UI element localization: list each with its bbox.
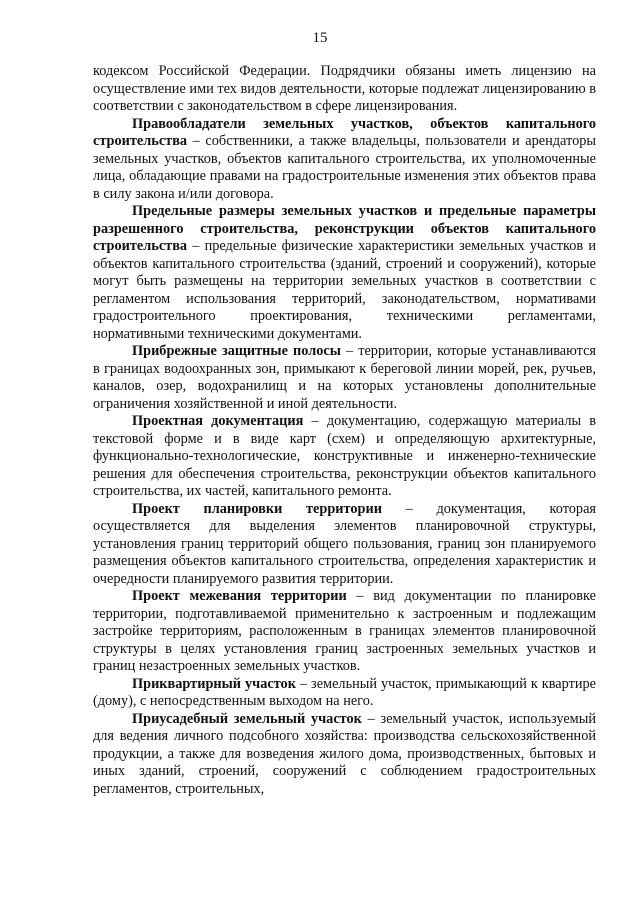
definition-text: – вид документации по планировке территории, подготавливаемой применительно к застроенным и подлежащим застройке территориям, расположенным в границах элементов планировочной структуры в целях установления границ застроенных земельных участков и границ незастроенных земельных участков.	[93, 588, 596, 674]
definition-paragraph	[93, 588, 596, 676]
definition-paragraph	[93, 711, 596, 799]
page-number: 15	[312, 30, 328, 46]
definition-term: Предельные размеры земельных участков и предельные параметры разрешенного строительства, реконструкции объектов капитального строительства	[93, 203, 596, 254]
definition-text: – земельный участок, примыкающий к квартире (дому), с непосредственным выходом на него.	[93, 675, 596, 709]
definition-term: Приквартирный участок	[132, 675, 296, 692]
page-body	[93, 63, 596, 798]
definition-text: – земельный участок, используемый для ведения личного подсобного хозяйства: производства сельскохозяйственной продукции, а также для возведения жилого дома, производственных, бытовых и иных зданий, строений, сооружений с соблюдением градостроительных регламентов, строительных,	[93, 710, 596, 797]
definition-text: – территории, которые устанавливаются в границах водоохранных зон, примыкают к береговой линии морей, рек, ручьев, каналов, озер, водохранилищ и на которых установлены дополнительные ограничения хозяйственной и иной деятельности.	[93, 343, 596, 412]
definition-term: Правообладатели земельных участков, объектов капитального строительства	[93, 115, 596, 149]
definition-text: – собственники, а также владельцы, пользователи и арендаторы земельных участков, объектов капитального строительства, их уполномоченные лица, обладающие правами на градостроительные изменения этих объектов права в силу закона и/или договора.	[93, 133, 596, 202]
definition-term: Проект планировки территории	[132, 500, 382, 517]
definition-text: – документация, которая осуществляется для выделения элементов планировочной структуры, установления границ территорий общего пользования, границ зон планируемого размещения объектов капитального строительства, определения характеристик и очередности планируемого развития территории.	[93, 500, 596, 587]
definition-text: – документацию, содержащую материалы в текстовой форме и в виде карт (схем) и определяющую архитектурные, функционально-технологические, конструктивные и инженерно-технические решения для обеспечения строительства, реконструкции объектов капитального строительства, их частей, капитального ремонта.	[93, 413, 596, 499]
definition-paragraph	[93, 676, 596, 711]
paragraph-continuation	[93, 63, 596, 116]
definition-paragraph	[93, 203, 596, 343]
definition-term: Проектная документация	[132, 413, 304, 429]
definition-term: Приусадебный земельный участок	[132, 710, 362, 727]
definition-paragraph	[93, 343, 596, 413]
definition-term: Проект межевания территории	[132, 588, 347, 604]
definition-paragraph	[93, 413, 596, 501]
definition-term: Прибрежные защитные полосы	[132, 343, 341, 359]
definition-paragraph	[93, 501, 596, 589]
paragraph-text: кодексом Российской Федерации. Подрядчики обязаны иметь лицензию на осуществление ими тех видов деятельности, которые подлежат лицензированию в соответствии с законодательством в сфере лицензирования.	[93, 63, 596, 114]
definition-paragraph	[93, 116, 596, 204]
definition-text: – предельные физические характеристики земельных участков и объектов капитального строительства (зданий, строений и сооружений), которые могут быть размещены на территории земельных участков в соответствии с регламентом использования территорий, законодательством, нормативами градостроительного проектирования, техническими регламентами, нормативными техническими документами.	[93, 238, 596, 342]
